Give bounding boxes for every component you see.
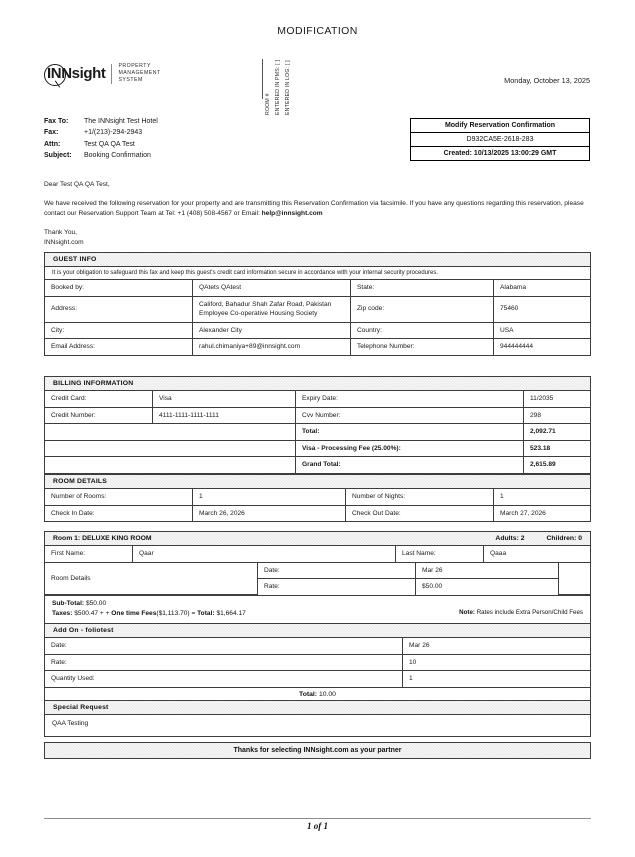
special-request-heading: Special Request [45, 701, 590, 715]
room-taxes-amount: $500.47 + + [74, 610, 110, 617]
addon-qty-label: Quantity Used: [45, 671, 403, 687]
addon-date-value: Mar 26 [403, 638, 591, 654]
first-name-value: Qaar [133, 546, 396, 562]
checkout-label: Check Out Date: [346, 505, 494, 521]
room-rate-spacer [559, 562, 591, 595]
guest-phone-value: 944444444 [494, 339, 591, 355]
guest-info-heading: GUEST INFO [45, 253, 590, 267]
footer-page-number: 1 of 1 [307, 821, 328, 831]
table-row [45, 505, 590, 521]
num-rooms-value: 1 [193, 489, 346, 505]
logo-tagline-line1: PROPERTY [118, 63, 151, 69]
room-1-children: Children: 0 [546, 535, 582, 542]
fax-to-label: Fax To: [44, 118, 69, 125]
billing-table [45, 391, 590, 473]
room-1-note [459, 608, 583, 619]
table-row [45, 562, 590, 579]
logo-name-text: INNsight [47, 64, 106, 82]
checkin-label: Check In Date: [45, 505, 193, 521]
guest-info-note: It is your obligation to safeguard this fax and keep this guest's credit card information secure in accordance with your internal security procedures. [45, 267, 590, 280]
room-details-table [45, 489, 590, 521]
billing-card-label: Credit Card: [45, 391, 153, 407]
fax-number-label: Fax: [44, 129, 59, 137]
special-request-section [44, 700, 591, 737]
room-line-total-value: $1,664.17 [216, 610, 246, 617]
fax-to-value: The INNsight Test Hotel [84, 118, 158, 125]
num-nights-value: 1 [494, 489, 591, 505]
stamp-entered-in-log: ENTERED IN LOG: [ ] [285, 60, 291, 115]
table-row [45, 654, 590, 671]
addon-heading: Add On - foliotest [45, 624, 590, 638]
billing-number-value: 4111-1111-1111-1111 [153, 407, 296, 424]
table-row [45, 638, 590, 654]
room-1-title: Room 1: DELUXE KING ROOM [53, 535, 152, 542]
confirmation-box [410, 118, 590, 161]
room-onetime-label: One time Fees [111, 610, 157, 617]
letter-signoff-company: INNsight.com [44, 238, 84, 246]
guest-country-label: Country: [351, 322, 494, 339]
special-request-body: QAA Testing [52, 720, 89, 727]
table-row [45, 280, 590, 296]
billing-information-section [44, 376, 591, 474]
guest-email-label: Email Address: [45, 339, 193, 355]
addon-total-value: 10.00 [318, 690, 336, 698]
first-name-label: First Name: [45, 546, 133, 562]
footer-divider [44, 818, 591, 819]
guest-state-label: State: [351, 280, 494, 296]
billing-cvv-label: Cvv Number: [296, 407, 524, 424]
addon-rate-value: 10 [403, 654, 591, 671]
room-rate-label: Rate: [258, 579, 416, 595]
guest-phone-label: Telephone Number: [351, 339, 494, 355]
fax-subject-label: Subject: [44, 152, 72, 160]
billing-total-value: 2,092.71 [524, 424, 591, 441]
table-row [45, 457, 590, 473]
room-onetime-value: ($1,113.70) = [156, 610, 196, 617]
guest-address-value: Califord, Bahadur Shah Zafar Road, Pakistan Employee Co-operative Housing Society [193, 296, 351, 322]
table-row [45, 296, 590, 322]
room-details-label: Room Details [45, 562, 258, 595]
guest-info-section [44, 252, 591, 356]
billing-total-label: Total: [296, 424, 524, 441]
billing-cvv-value: 298 [524, 407, 591, 424]
room-subtotal-value: $50.00 [85, 600, 107, 607]
billing-grandtotal-label: Grand Total: [296, 457, 524, 473]
room-line-total-label: Total: [197, 610, 215, 617]
billing-spacer-1 [45, 424, 296, 441]
room-taxes-label: Taxes: [52, 610, 73, 617]
billing-heading: BILLING INFORMATION [45, 377, 590, 391]
guest-email-value: rahul.chimaniya+89@innsight.com [193, 339, 351, 355]
confirmation-code: D932CA5E-2618-283 [411, 133, 589, 147]
room-date-value: Mar 26 [416, 562, 559, 579]
document-date: Monday, October 13, 2025 [504, 76, 590, 85]
room-taxes-line [52, 609, 246, 619]
confirmation-created: Created: 10/13/2025 13:00:29 GMT [443, 150, 557, 157]
entry-stamp-block [262, 43, 293, 115]
stamp-room-number: ROOM # [265, 93, 271, 115]
thanks-banner: Thanks for selecting INNsight.com as your partner [44, 742, 591, 759]
logo-wordmark [45, 66, 105, 82]
innsight-logo [45, 63, 161, 84]
billing-grandtotal-value: 2,615.89 [524, 457, 591, 473]
checkin-value: March 26, 2026 [193, 505, 346, 521]
fax-to-row [44, 116, 158, 127]
stamp-rule [262, 59, 263, 99]
letter-signoff-thanks: Thank You, [44, 229, 77, 236]
fax-header-block [44, 116, 158, 162]
guest-address-label: Address: [45, 296, 193, 322]
confirmation-heading: Modify Reservation Confirmation [411, 119, 589, 133]
billing-expiry-value: 11/2035 [524, 391, 591, 407]
last-name-label: Last Name: [396, 546, 484, 562]
guest-state-value: Alabama [494, 280, 591, 296]
addon-date-label: Date: [45, 638, 403, 654]
addon-table [45, 638, 590, 687]
guest-city-label: City: [45, 322, 193, 339]
billing-fee-value: 523.18 [524, 440, 591, 457]
addon-total-row [45, 687, 590, 701]
fax-number-value: +1/(213)-294-2943 [84, 129, 143, 137]
room-subtotal-line [52, 599, 246, 609]
letter-paragraph [44, 199, 594, 219]
table-row [45, 339, 590, 355]
table-row [45, 322, 590, 339]
billing-fee-label: Visa - Processing Fee (25.00%): [296, 440, 524, 457]
table-row [45, 671, 590, 687]
num-rooms-label: Number of Rooms: [45, 489, 193, 505]
fax-attn-label: Attn: [44, 140, 61, 148]
room-1-totals-text [52, 599, 246, 619]
table-row [45, 489, 590, 505]
guest-country-value: USA [494, 322, 591, 339]
billing-spacer-2 [45, 440, 296, 457]
room-1-adults: Adults: 2 [495, 535, 525, 542]
billing-number-label: Credit Number: [45, 407, 153, 424]
room-1-names-table [45, 546, 590, 562]
letter-body [44, 180, 594, 247]
table-row [45, 391, 590, 407]
room-note-label: Note: [459, 609, 475, 616]
guest-zip-value: 75460 [494, 296, 591, 322]
addon-total-label: Total: [299, 690, 318, 698]
room-note-text: Rates include Extra Person/Child Fees [476, 609, 583, 616]
letter-paragraph-text: We have received the following reservation for your property and are transmitting this Reservation Confirmation via facsimile. If you have any questions regarding this reservation, please contact our Reservation Support Team at Tel: +1 (408) 508-4567 or Email: [44, 200, 584, 217]
room-details-heading: ROOM DETAILS [45, 475, 590, 489]
billing-spacer-3 [45, 457, 296, 473]
room-1-rate-table [45, 562, 590, 596]
table-row [45, 440, 590, 457]
room-details-section [44, 474, 591, 522]
fax-attn-value: Test QA QA Test [84, 140, 135, 148]
room-1-section [44, 531, 591, 624]
guest-zip-label: Zip code: [351, 296, 494, 322]
billing-card-value: Visa [153, 391, 296, 407]
room-date-label: Date: [258, 562, 416, 579]
support-email: help@innsight.com [261, 210, 323, 217]
table-row [45, 546, 590, 562]
checkout-value: March 27, 2026 [494, 505, 591, 521]
letter-greeting: Dear Test QA QA Test, [44, 181, 110, 188]
guest-bookedby-value: QAtets QAtest [193, 280, 351, 296]
billing-expiry-label: Expiry Date: [296, 391, 524, 407]
letter-signoff [44, 228, 594, 247]
fax-subject-value: Booking Confirmation [84, 152, 151, 160]
logo-tagline [118, 63, 160, 84]
addon-qty-value: 1 [403, 671, 591, 687]
num-nights-label: Number of Nights: [346, 489, 494, 505]
guest-info-table [45, 280, 590, 355]
fax-attn-row [44, 139, 158, 150]
room-rate-value: $50.00 [416, 579, 559, 595]
addon-rate-label: Rate: [45, 654, 403, 671]
stamp-entered-in-pms: ENTERED IN PMS: [ ] [275, 59, 281, 115]
logo-tagline-line2: MANAGEMENT [118, 70, 161, 76]
table-row [45, 407, 590, 424]
fax-number-row [44, 127, 158, 138]
guest-bookedby-label: Booked by: [45, 280, 193, 296]
fax-subject-row [44, 150, 158, 161]
table-row [45, 424, 590, 441]
guest-city-value: Alexander City [193, 322, 351, 339]
logo-divider [111, 64, 112, 84]
room-subtotal-label: Sub-Total: [52, 600, 85, 607]
room-1-totals-row [45, 595, 590, 623]
page-title: MODIFICATION [277, 25, 358, 37]
last-name-value: Qaaa [484, 546, 591, 562]
addon-section [44, 623, 591, 702]
room-1-header [45, 532, 590, 546]
logo-tagline-line3: SYSTEM [118, 77, 143, 83]
